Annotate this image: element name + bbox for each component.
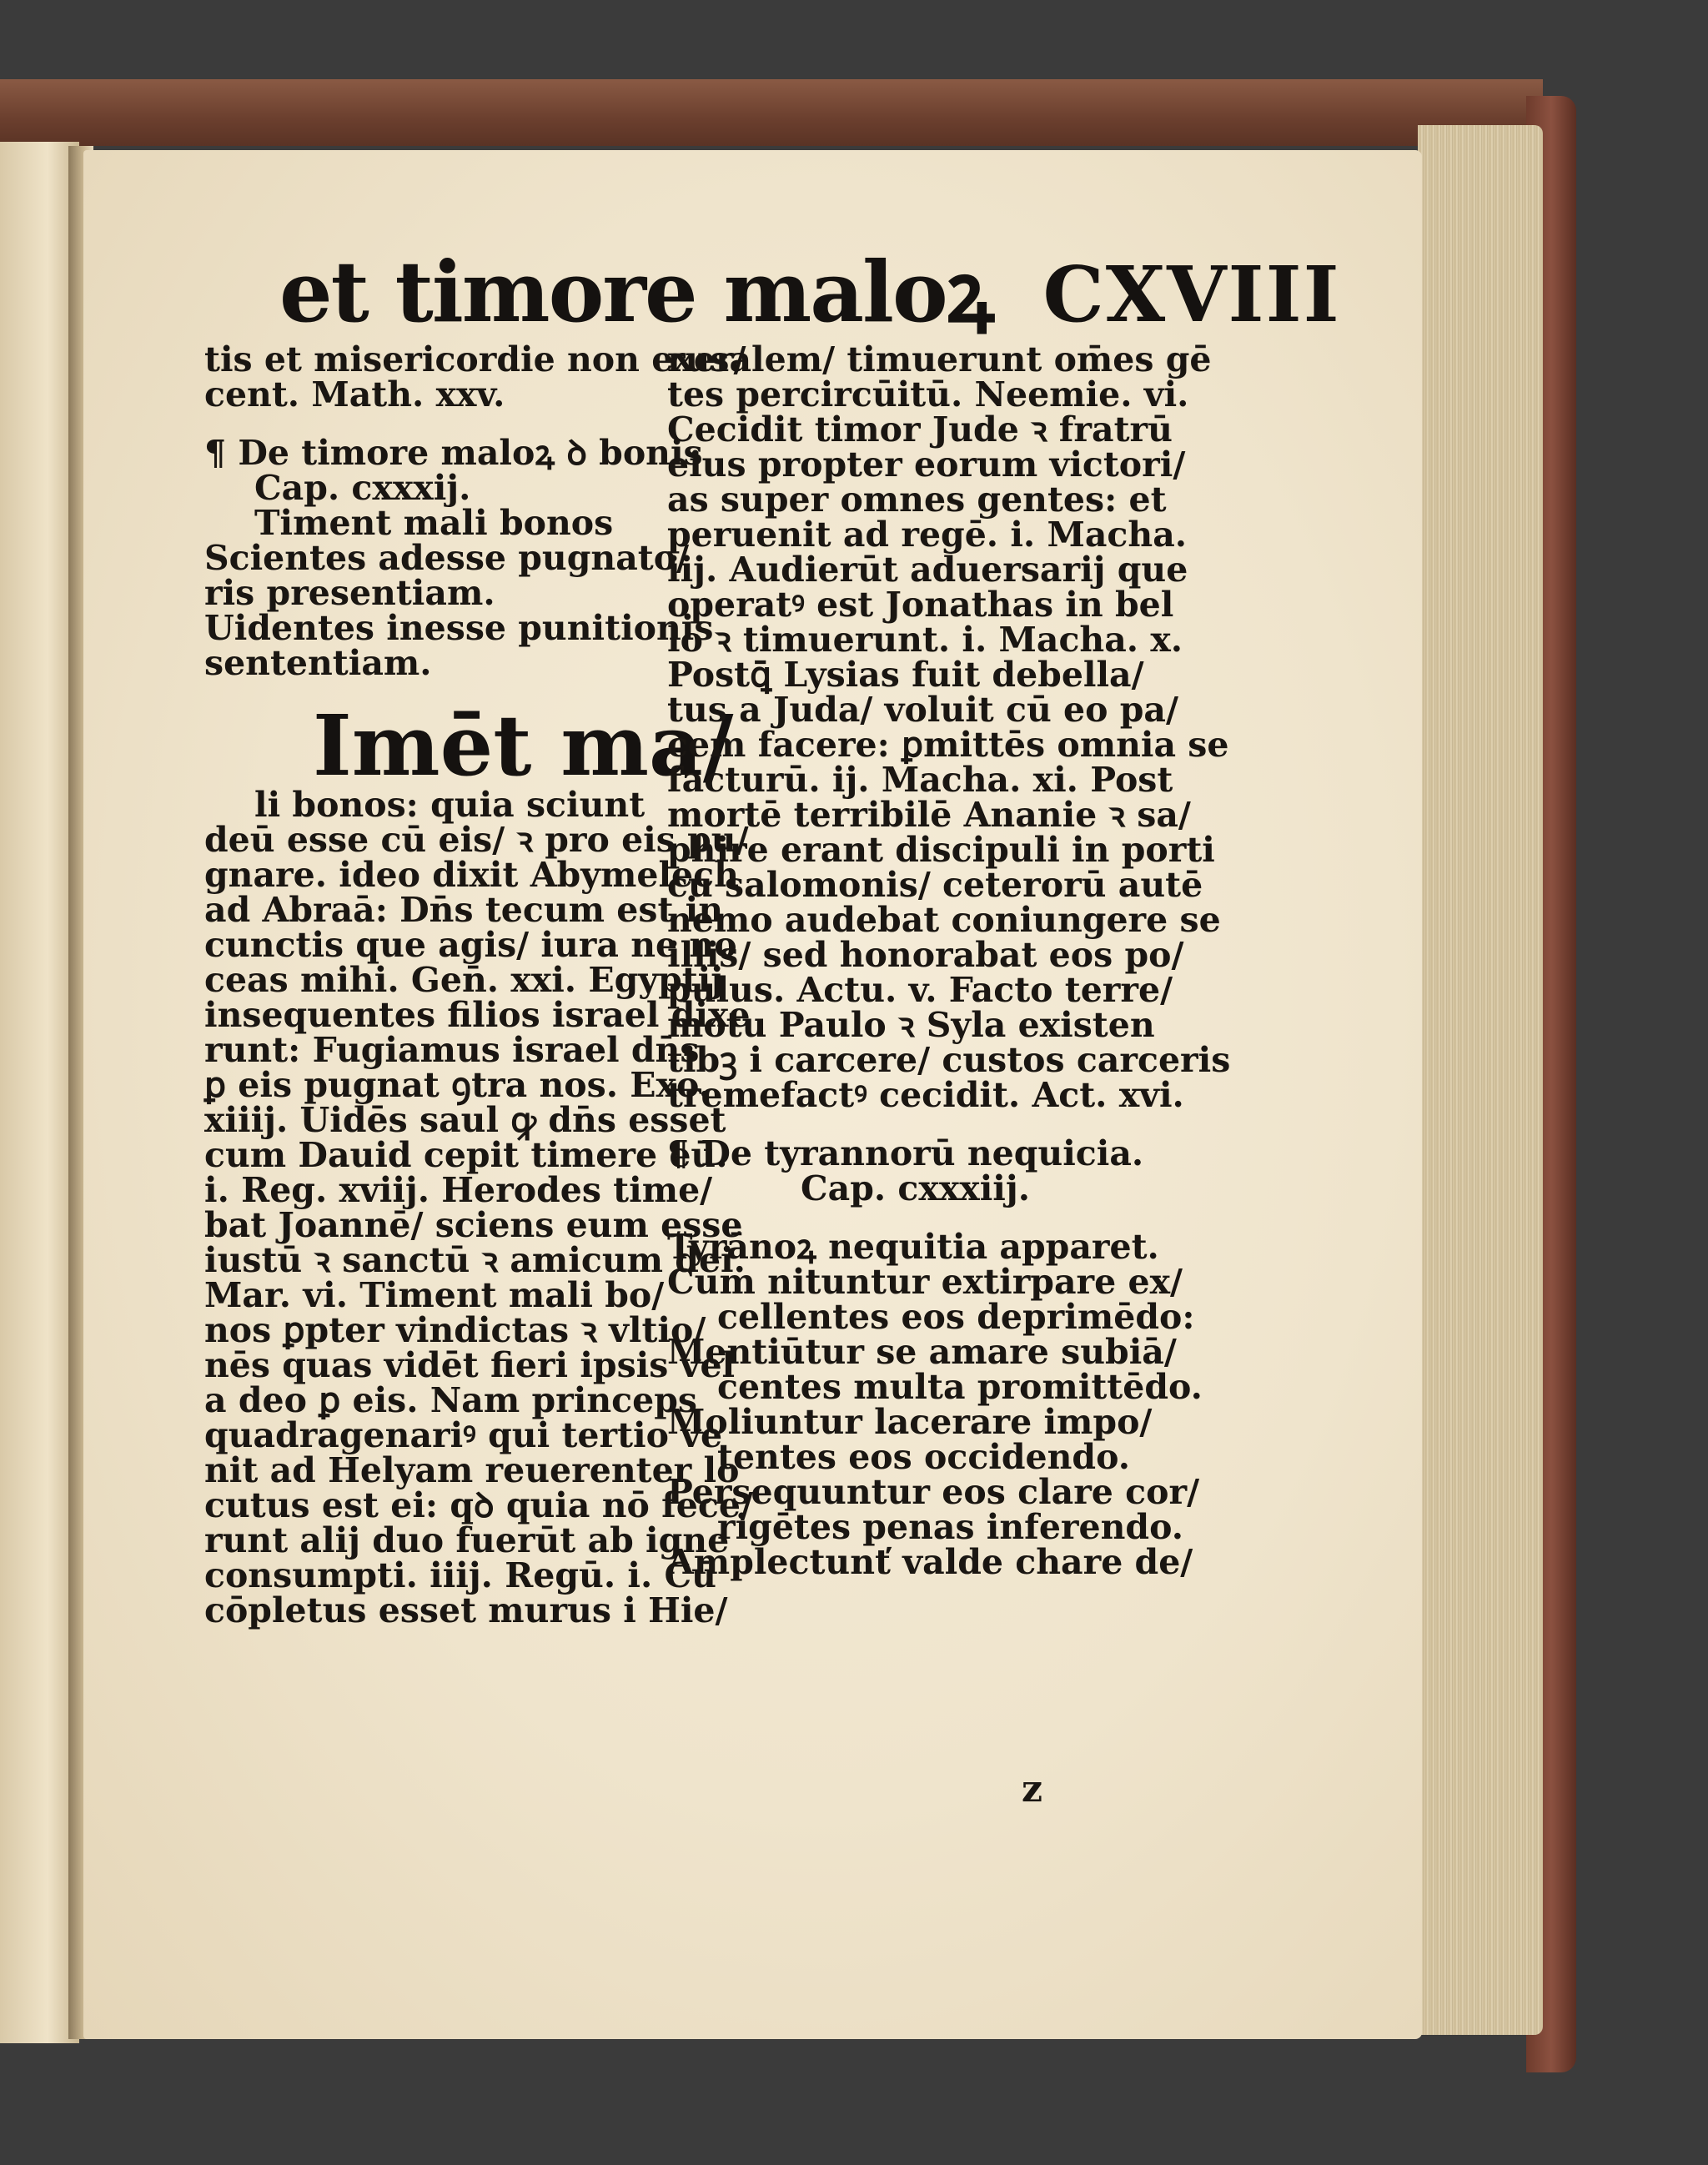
text-line: pulus. Actu. v. Facto terre/ (667, 970, 1173, 1010)
text-line: cent. Math. xxv. (204, 374, 505, 414)
text-line: motu Paulo ꝛ Syla existen (667, 1005, 1155, 1045)
text-line: Mar. vi. Timent mali bo/ (204, 1275, 665, 1315)
summary-line: Moliuntur lacerare impo/ (667, 1402, 1153, 1442)
text-line: iustū ꝛ sanctū ꝛ amicum dei. (204, 1240, 746, 1280)
chapter-number: Cap. cxxxij. (254, 468, 471, 508)
text-line: facturū. ij. Macha. xi. Post (667, 760, 1173, 800)
text-line: cunctis que agis/ iura ne no (204, 925, 737, 965)
summary-line: Mentiūtur se amare subiā/ (667, 1332, 1177, 1372)
text-line: quadragenariꝰ qui tertio ve (204, 1415, 723, 1455)
page-block-edge (1418, 125, 1543, 2035)
text-line: ad Abraā: Dn̄s tecum est in (204, 890, 724, 930)
summary-line: ris presentiam. (204, 573, 495, 613)
text-line: nēs quas vidēt fieri ipsis vel (204, 1345, 736, 1385)
summary-line: centes multa promittēdo. (717, 1367, 1203, 1407)
text-line: lo ꝛ timuerunt. i. Macha. x. (667, 620, 1183, 660)
chapter-heading: ¶ De timore maloꝝ ꝺ bonis (204, 433, 703, 473)
text-line: tis et misericordie non exer/ (204, 339, 746, 379)
text-line: ceas mihi. Gen̄. xxi. Egyptij (204, 960, 724, 1000)
text-line: cu salomonis/ ceterorū autē (667, 865, 1203, 905)
text-line: nit ad Helyam reuerenter lo (204, 1450, 740, 1490)
facing-page-sliver (0, 142, 79, 2043)
text-line: li bonos: quia sciunt (254, 785, 646, 825)
text-line: as super omnes gentes: et (667, 480, 1167, 520)
decorated-initial: Imēt ma/ (313, 696, 734, 795)
chapter-heading: ¶ De tyrannorū nequicia. (667, 1133, 1144, 1173)
text-line: eius propter eorum victori/ (667, 445, 1186, 485)
summary-line: sententiam. (204, 643, 432, 683)
text-line: illis/ sed honorabat eos po/ (667, 935, 1184, 975)
text-line: nemo audebat coniungere se (667, 900, 1221, 940)
summary-line: Scientes adesse pugnato/ (204, 538, 690, 578)
summary-line: cellentes eos deprimēdo: (717, 1297, 1195, 1337)
text-line: rusalem/ timuerunt om̄es gē (667, 339, 1212, 379)
text-line: operatꝰ est Jonathas in bel (667, 585, 1174, 625)
chapter-number: Cap. cxxxiij. (801, 1168, 1030, 1208)
text-line: peruenit ad regē. i. Macha. (667, 515, 1188, 555)
text-line: deū esse cū eis/ ꝛ pro eis pu/ (204, 820, 749, 860)
summary-line: tentes eos occidendo. (717, 1437, 1130, 1477)
folio-number: CXVIII (1042, 249, 1341, 339)
text-line: runt: Fugiamus israel dn̄s (204, 1030, 700, 1070)
summary-line: rigētes penas inferendo. (717, 1507, 1183, 1547)
text-line: tes percircūitū. Neemie. vi. (667, 374, 1189, 414)
summary-line: Tyrānoꝝ nequitia apparet. (667, 1227, 1159, 1267)
text-line: tremefactꝰ cecidit. Act. xvi. (667, 1075, 1184, 1115)
left-text-column (204, 339, 753, 1630)
text-line: consumpti. iiij. Regū. i. Cū (204, 1555, 716, 1595)
text-line: xiiij. Uidēs saul ꝙ dn̄s esset (204, 1100, 726, 1140)
summary-line: Uidentes inesse punitionis (204, 608, 714, 648)
summary-line: Amplectunť valde chare de/ (667, 1542, 1193, 1582)
text-line: cutus est ei: qꝺ quia nō fece/ (204, 1485, 753, 1525)
text-line: gnare. ideo dixit Abymelech (204, 855, 739, 895)
text-line: runt alij duo fuerūt ab igne (204, 1520, 730, 1560)
text-line: cōpletus esset murus i Hie/ (204, 1590, 728, 1630)
running-title: et timore maloꝝ (279, 243, 993, 341)
running-header (279, 238, 1341, 346)
text-line: phire erant discipuli in porti (667, 830, 1215, 870)
text-line: nos ꝑpter vindictas ꝛ vltio/ (204, 1310, 706, 1350)
right-text-column (667, 339, 1231, 1582)
text-line: Cecidit timor Jude ꝛ fratrū (667, 409, 1173, 450)
text-line: i. Reg. xviij. Herodes time/ (204, 1170, 713, 1210)
text-line: tibꝫ i carcere/ custos carceris (667, 1040, 1231, 1080)
text-line: iij. Audierūt aduersarij que (667, 550, 1188, 590)
signature-mark: z (1022, 1768, 1042, 1811)
text-line: tus a Juda/ voluit cū eo pa/ (667, 690, 1178, 730)
text-line: a deo ꝑ eis. Nam princeps (204, 1380, 697, 1420)
summary-line: Timent mali bonos (254, 503, 614, 543)
text-line: insequentes filios israel dixe (204, 995, 751, 1035)
text-line: Postꝗ̄ Lysias fuit debella/ (667, 655, 1144, 695)
summary-line: Cum nituntur extirpare ex/ (667, 1262, 1183, 1302)
text-line: cem facere: ꝑmittēs omnia se (667, 725, 1229, 765)
text-line: mortē terribilē Ananie ꝛ sa/ (667, 795, 1191, 835)
text-line: bat Joannē/ sciens eum esse (204, 1205, 743, 1245)
initial-line (204, 696, 734, 795)
binding-board-top (0, 79, 1543, 146)
text-line: ꝑ eis pugnat ꝯtra nos. Exo. (204, 1065, 711, 1105)
text-line: cum Dauid cepit timere eū. (204, 1135, 728, 1175)
summary-line: Persequuntur eos clare cor/ (667, 1472, 1200, 1512)
